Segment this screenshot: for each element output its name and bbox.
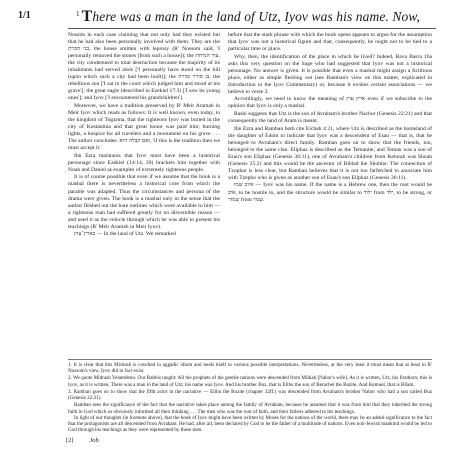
verse-text: here was a man in the land of Utz, Iyov was his name. Now,: [92, 9, 420, 24]
footnote: 1. It is clear that this Midrash is couched in aggadic idiom and lends itself to various possible interpretations. Nevertheless, at the very least it must mean that at least in R' Nossom's view, Iyov did in fact exist.: [68, 362, 432, 375]
commentary-paragraph: Rashi suggests that Utz is the son of Avraham's brother Nachor (Genesis 22:21) and that consequently the land of Aram is meant.: [228, 111, 432, 125]
verse-heading: [76, 8, 436, 26]
commentary-paragraph: Ibn Ezra and Ramban both cite Eichah 4:21, where Utz is described as the homeland of the daughter of Edom to indicate that Iyov was a descendent of Esau — that is, that he belonged to Avraham's direct family. Ramban goes on to show that the friends, too, belonged to the same clan. Eliphaz is described as the Temanite, and Teman was a son of Esau's son Eliphaz (Genesis 36:11), one of Avraham's children from Keturah was Shuah (Genesis 25:2) and this would be the ancestor of Bildad the Shuhite. The connection of Tzophar is less clear, but Ramban believes that it is not too farfetched to associate him with Tzepho who is given as another son of Esau's son Eliphaz (Genesis 36:11).: [228, 125, 432, 181]
commentary-paragraph: בארץ־עוץ — In the land of Utz. We remarked: [74, 231, 176, 238]
page-number: [2]: [66, 437, 74, 444]
page-footer: [66, 437, 99, 444]
footnote: Ramban sees the significance of the fact that the narrative takes place among the family of Avraham, because he assumes that it was from him that they inherited the strong faith in God which so obviously informed all their thinking . . . The men who was the root of faith, and their fathers adhered to his teachings.: [68, 402, 432, 415]
commentary-paragraph: Ibn Ezra maintains that Iyov must have been a historical personage since Ezekiel (14:14, 20) brackets him together with Noah and Daniel as examples of extremely righteous people.: [68, 152, 220, 173]
book-title: Job: [89, 437, 99, 444]
commentary-right-column: [228, 32, 432, 354]
commentary-paragraph: Nossim in each case claiming that not only had they existed but that he had also been personally involved with them. They are the בני הכרת, the house smitten with leprosy (R' Nossom said, 'I personally removed the stones [from such a house]); the עיר הנדחת, the city condemned to total destruction because the majority of its inhabitants had served idols ['I personally have stood on the hill (upon which such a city had been built)]; the בן סורר ומורה, the rebellious son ['I sat in the court which judged him and stood at his grave']; the great eagle (described in Ezekiel 17:3) ['I saw its young ones']; and Iyov ['I encountered his grandchildren'].: [68, 32, 220, 102]
commentary-paragraph: It is of course possible that even if we assume that the book is a mashal there is nevertheless a historical core from which the parable was adapted. Thus the circumstances and persona of the drama were given. The book is a mashal only in the sense that the author fleshed out the bare outlines which were available to him — a righteous man had suffered greatly for no discernible reason — and used it as the vehicle through which he was able to present his teachings (R' Meir Aramah in Meir Iyov).: [68, 174, 220, 230]
footnote-rule: [68, 359, 432, 360]
verse-number: 1: [76, 9, 80, 18]
commentary-paragraph: Why, then, the identification of the place in which he lived? Indeed, Bava Basra 16a asks this very question on the Sage who had suggested that Iyov was not a historical personage. No answer is given. It is possible that even a mashal might assign a fictitious place, either as simple fleshing out (see Ramban's view on this matter, explicated in Introduction to the Iyov Commentary) or, because it evokes certain associations — we believe to verse 3.: [228, 53, 432, 95]
commentary-left-column: [68, 32, 220, 354]
page-header: [18, 8, 436, 26]
footnote: In light of our thoughts (in footnote above), that the book of Iyov might have been written by Moses for the nations of the world, there may be an added significance to the fact that the protagonists are all descended from Avraham. He had, after all, been declared by God to be the father of a multitude of nations. Even non-Jewish mankind would be led to God through his teachings as they were represented by these men.: [68, 414, 432, 432]
drop-cap-letter: T: [81, 8, 93, 25]
commentary-paragraph: Moreover, we have a tradition preserved by R' Meir Aramah in Meir Iyov which reads as follows: It is well known, even today, in the kingdom of Togarma, that the righteous Iyov was buried in the city of Kostantina and that great honor was paid him; burning lights, a hospice for all travelers and a monument on his grave . . . The author concludes: ואם קבלה היא, 'if this is the tradition then we must accept it.': [68, 102, 220, 152]
chapter-reference: 1/1: [18, 10, 31, 21]
header-rule: [68, 28, 436, 29]
commentary-paragraph: before that the stark phrase with which the book opens appears to argue for the assumption that Iyov was not a historical figure and that, consequently, he ought not to be tied to a particular time or place.: [228, 32, 432, 53]
footnote: 2. We quote Midrash Yelamdenu. Our Rabbis taught: All the prophets of the gentile nations were descended from Milkah [Nahor's wife]. As it is written, Utz, his firstborn; this is Iyov, as it is written, There was a man in the land of Utz; his name was Iyov. And his brother Buz, that is Elihu the son of Berachel the Buzite. And Kemuel, that is Bilam.: [68, 375, 432, 388]
footnotes-section: [68, 362, 432, 432]
commentary-paragraph: Accordingly, we need to know the meaning of ארץ עוץ even if we subscribe to the opinion that Iyov is only a mashal.: [228, 96, 432, 110]
footnote: 3. Ramban goes on to show that the fifth actor in the narrative — Elihu the Buzite (chapter 32ff.) was descended from Avraham's brother Nahor who had a son called Buz (Genesis 22:21).: [68, 388, 432, 402]
commentary-paragraph: איוב שמו — Iyov was his name. If the name is a Hebrew one, then the root would be איב, to be hostile to, and the structure would be similar to ילוד from ילד, to be strong, or שמור from שמר.: [228, 182, 432, 203]
